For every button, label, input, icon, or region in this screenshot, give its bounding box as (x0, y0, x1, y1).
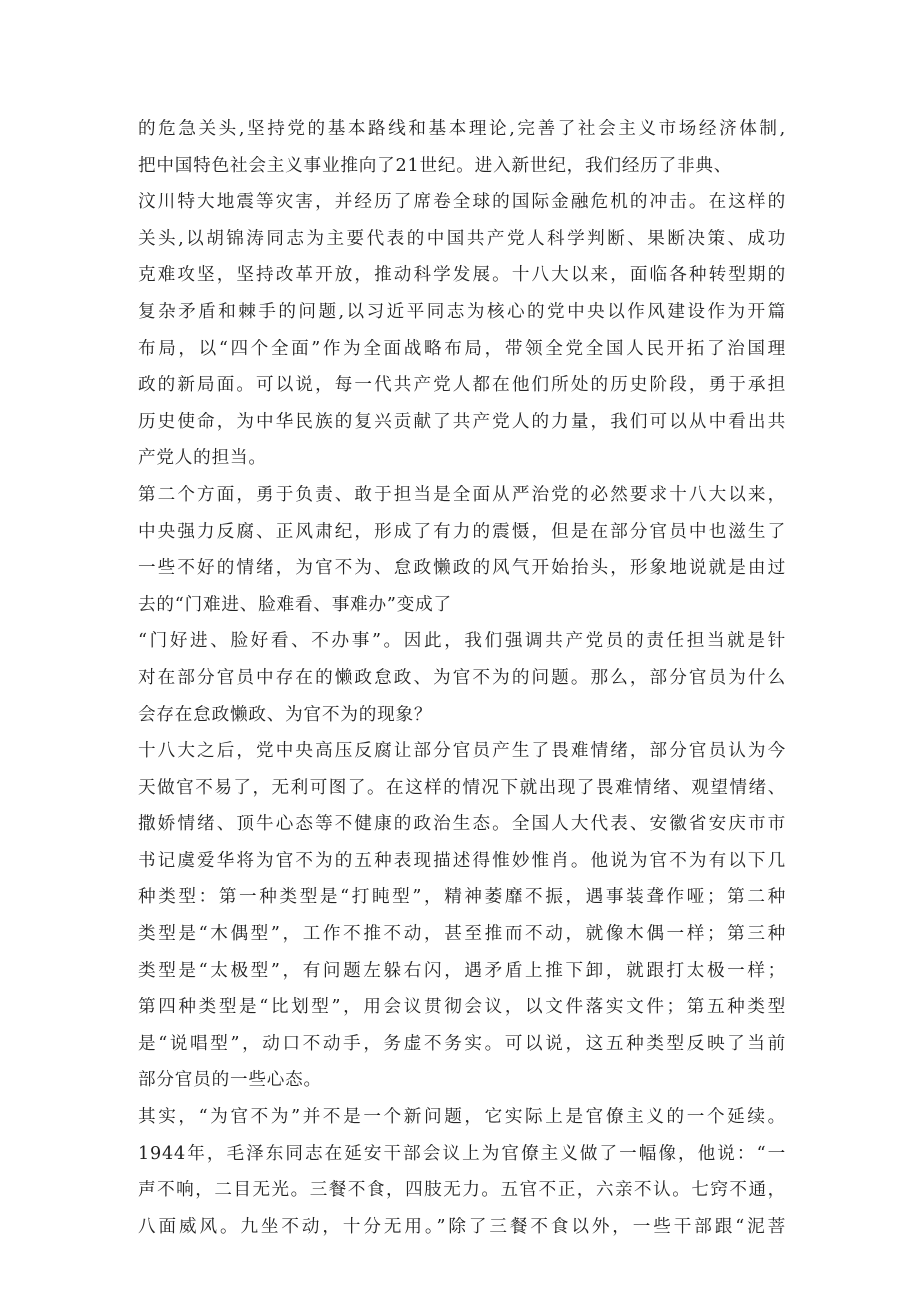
text-line: 历史使命，为中华民族的复兴贡献了共产党人的力量，我们可以从中看出共 (138, 411, 786, 432)
text-line: 部分官员的一些心态。 (138, 1070, 322, 1091)
text-line: 八面威风。九坐不动，十分无用。”除了三餐不食以外，一些干部跟“泥菩 (138, 1216, 786, 1237)
text-line: 1944年，毛泽东同志在延安干部会议上为官僚主义做了一幅像，他说：“一 (138, 1143, 786, 1164)
text-line: 中央强力反腐、正风肃纪，形成了有力的震慑，但是在部分官员中也滋生了 (138, 521, 786, 542)
text-line: 种类型：第一种类型是“打盹型”，精神萎靡不振，遇事装聋作哑；第二种 (138, 887, 786, 908)
text-line: 政的新局面。可以说，每一代共产党人都在他们所处的历史阶段，勇于承担 (138, 375, 786, 396)
text-line: 复杂矛盾和棘手的问题,以习近平同志为核心的党中央以作风建设作为开篇 (138, 301, 786, 322)
text-line: 书记虞爱华将为官不为的五种表现描述得惟妙惟肖。他说为官不为有以下几 (138, 850, 786, 871)
text-line: 其实，“为官不为”并不是一个新问题，它实际上是官僚主义的一个延续。 (138, 1107, 786, 1128)
text-line: 天做官不易了，无利可图了。在这样的情况下就出现了畏难情绪、观望情绪、 (138, 777, 786, 798)
text-line: 第二个方面，勇于负责、敢于担当是全面从严治党的必然要求十八大以来， (138, 484, 786, 505)
text-line: 布局，以“四个全面”作为全面战略布局，带领全党全国人民开拓了治国理 (138, 338, 786, 359)
document-body (138, 111, 786, 1245)
text-line: 产党人的担当。 (138, 448, 267, 469)
text-line: 对在部分官员中存在的懒政怠政、为官不为的问题。那么，部分官员为什么 (138, 667, 786, 688)
text-line: 去的“门难进、脸难看、事难办”变成了 (138, 594, 452, 615)
text-line: 一些不好的情绪，为官不为、怠政懒政的风气开始抬头，形象地说就是由过 (138, 558, 786, 579)
text-line: 会存在怠政懒政、为官不为的现象？ (138, 704, 433, 725)
text-line: 十八大之后，党中央高压反腐让部分官员产生了畏难情绪，部分官员认为今 (138, 741, 786, 762)
text-line: 类型是“太极型”，有问题左躲右闪，遇矛盾上推下卸，就跟打太极一样； (138, 960, 786, 981)
text-line: 把中国特色社会主义事业推向了21世纪。进入新世纪，我们经历了非典、 (138, 155, 733, 176)
text-line: 声不响，二目无光。三餐不食，四肢无力。五官不正，六亲不认。七窍不通， (138, 1180, 786, 1201)
text-line: 汶川特大地震等灾害，并经历了席卷全球的国际金融危机的冲击。在这样的 (138, 192, 786, 213)
text-line: 的危急关头,坚持党的基本路线和基本理论,完善了社会主义市场经济体制, (138, 119, 786, 139)
text-line: 关头,以胡锦涛同志为主要代表的中国共产党人科学判断、果断决策、成功 (138, 228, 786, 249)
text-line: “门好进、脸好看、不办事”。因此，我们强调共产党员的责任担当就是针 (138, 631, 786, 652)
text-line: 撒娇情绪、顶牛心态等不健康的政治生态。全国人大代表、安徽省安庆市市 (138, 814, 786, 835)
text-line: 是“说唱型”，动口不动手，务虚不务实。可以说，这五种类型反映了当前 (138, 1033, 786, 1054)
text-line: 第四种类型是“比划型”，用会议贯彻会议，以文件落实文件；第五种类型 (138, 997, 786, 1018)
text-line: 克难攻坚，坚持改革开放，推动科学发展。十八大以来，面临各种转型期的 (138, 265, 786, 286)
text-line: 类型是“木偶型”，工作不推不动，甚至推而不动，就像木偶一样；第三种 (138, 924, 786, 945)
